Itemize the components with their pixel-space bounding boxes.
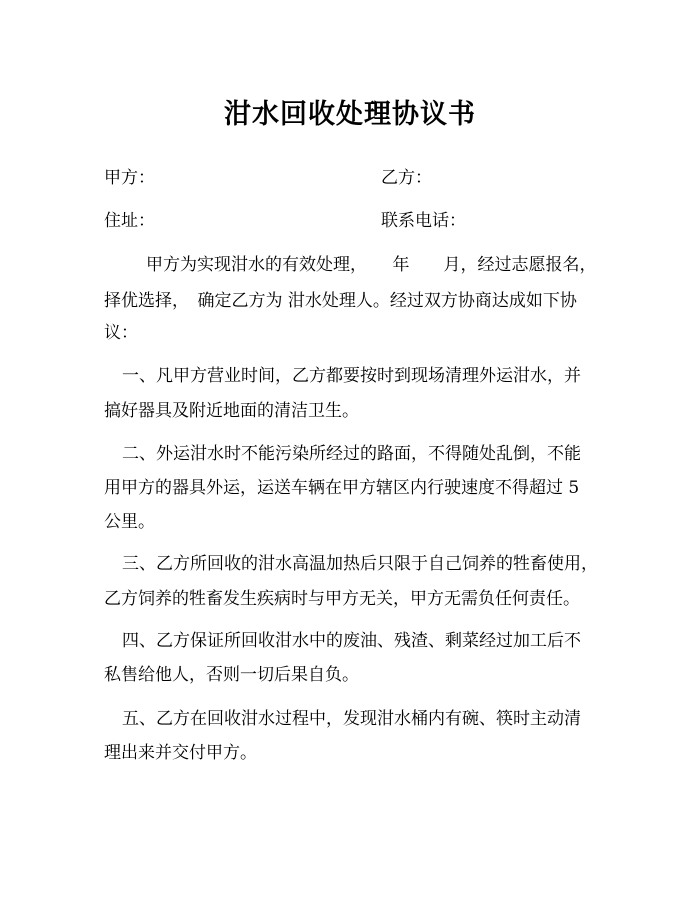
intro-line: 择优选择， 确定乙方为 泔水处理人。经过双方协商达成如下协 — [104, 291, 577, 311]
clause-4-line: 私售给他人，否则一切后果自负。 — [104, 665, 359, 685]
clause-2-line: 公里。 — [104, 512, 155, 532]
clause-3-line: 三、乙方所回收的泔水高温加热后只限于自己饲养的牲畜使用， — [122, 554, 598, 574]
document-title: 泔水回收处理协议书 — [224, 99, 476, 130]
address-label: 住址： — [104, 211, 155, 231]
clause-1-line: 搞好器具及附近地面的清洁卫生。 — [104, 401, 359, 421]
clause-2-line: 用甲方的器具外运，运送车辆在甲方辖区内行驶速度不得超过 5 — [104, 478, 580, 498]
clause-4-line: 四、乙方保证所回收泔水中的废油、残渣、剩菜经过加工后不 — [122, 631, 581, 651]
clause-3-line: 乙方饲养的牲畜发生疾病时与甲方无关，甲方无需负任何责任。 — [104, 589, 580, 609]
clause-5-line: 五、乙方在回收泔水过程中，发现泔水桶内有碗、筷时主动清 — [122, 709, 581, 729]
phone-label: 联系电话： — [381, 211, 466, 231]
clause-1-line: 一、凡甲方营业时间，乙方都要按时到现场清理外运泔水，并 — [122, 366, 581, 386]
clause-2-line: 二、外运泔水时不能污染所经过的路面，不得随处乱倒，不能 — [122, 444, 581, 464]
intro-line: 议： — [104, 323, 138, 343]
party-b-label: 乙方： — [381, 168, 432, 188]
clause-5-line: 理出来并交付甲方。 — [104, 743, 257, 763]
party-a-label: 甲方： — [104, 168, 155, 188]
intro-line: 甲方为实现泔水的有效处理， 年 月，经过志愿报名， — [146, 255, 597, 275]
